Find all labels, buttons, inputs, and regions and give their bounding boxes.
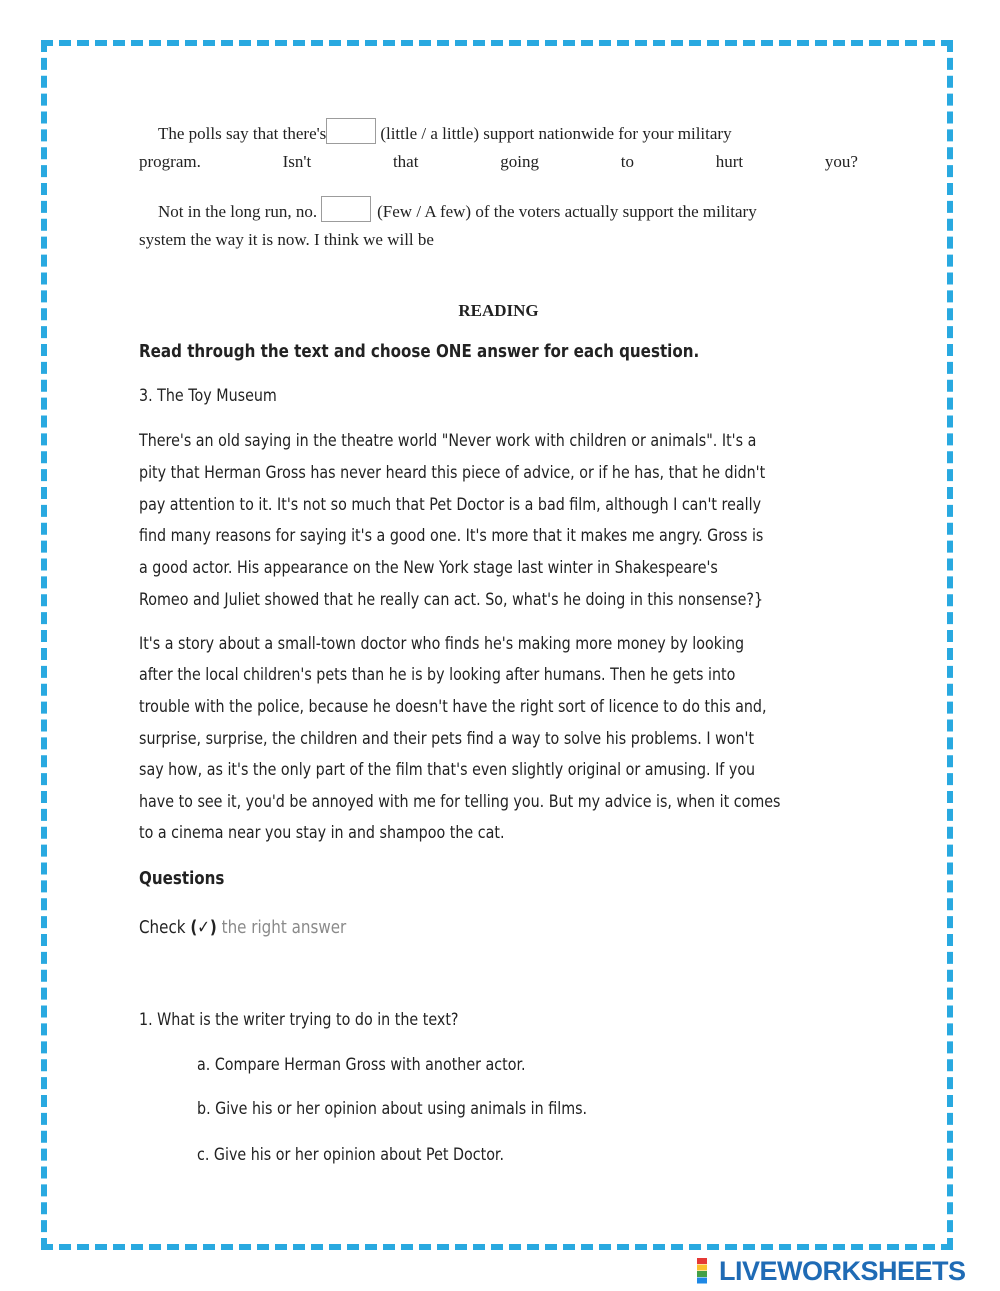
check-rest: the right answer — [221, 917, 347, 938]
check-instruction — [139, 917, 346, 938]
blank-input-2[interactable] — [321, 196, 371, 222]
questions-heading: Questions — [139, 868, 225, 889]
blank-input-1[interactable] — [326, 118, 376, 144]
paragraph-1-line: Romeo and Juliet showed that he really can act. So, what's he doing in this nonsense?} — [139, 590, 764, 610]
paragraph-2-line: It's a story about a small-town doctor who finds he's making more money by looking — [139, 634, 745, 654]
paragraph-1-line: pay attention to it. It's not so much that Pet Doctor is a bad film, although I can't really — [139, 495, 762, 515]
paragraph-2-line: to a cinema near you stay in and shampoo the cat. — [139, 823, 505, 843]
option-a[interactable]: a. Compare Herman Gross with another actor. — [197, 1055, 526, 1075]
paragraph-1-line: There's an old saying in the theatre world "Never work with children or animals". It's a — [139, 431, 757, 451]
word: to — [620, 152, 634, 171]
check-label: Check — [139, 917, 186, 938]
logo-text: LIVEWORKSHEETS — [719, 1255, 966, 1286]
reading-heading: READING — [458, 301, 539, 320]
fill-sentence-2 — [158, 196, 858, 222]
text-title: 3. The Toy Museum — [139, 386, 277, 406]
liveworksheets-logo — [697, 1255, 966, 1286]
sentence-2-line-2: system the way it is now. I think we will be — [139, 230, 434, 249]
sentence-2-options: (Few / A few) of the voters actually support the military — [377, 202, 757, 221]
checkmark-icon: (✓) — [190, 917, 217, 938]
word: hurt — [715, 152, 744, 171]
logo-badge-icon — [697, 1258, 719, 1284]
paragraph-2-line: trouble with the police, because he doesn't have the right sort of licence to do this and, — [139, 697, 767, 717]
paragraph-2-line: surprise, surprise, the children and their pets find a way to solve his problems. I won't — [139, 729, 755, 749]
paragraph-1-line: a good actor. His appearance on the New York stage last winter in Shakespeare's — [139, 558, 718, 578]
sentence-1-before: The polls say that there's — [158, 124, 327, 143]
sentence-1-line-2 — [139, 152, 858, 172]
paragraph-1-line: pity that Herman Gross has never heard this piece of advice, or if he has, that he didn't — [139, 463, 766, 483]
instruction: Read through the text and choose ONE answer for each question. — [139, 341, 700, 362]
question-1: 1. What is the writer trying to do in the text? — [139, 1010, 459, 1030]
option-c[interactable]: c. Give his or her opinion about Pet Doctor. — [197, 1145, 505, 1165]
word: Isn't — [282, 152, 312, 171]
paragraph-2-line: say how, as it's the only part of the film that's even slightly original or amusing. If you — [139, 760, 756, 780]
sentence-1-options: (little / a little) support nationwide for your military — [380, 124, 732, 143]
word: program. — [139, 152, 201, 171]
word: that — [392, 152, 419, 171]
word: you? — [824, 152, 858, 171]
fill-sentence-1 — [158, 118, 858, 144]
paragraph-2-line: have to see it, you'd be annoyed with me for telling you. But my advice is, when it comes — [139, 792, 781, 812]
word: going — [500, 152, 539, 171]
paragraph-2-line: after the local children's pets than he is by looking after humans. Then he gets into — [139, 665, 736, 685]
paragraph-1-line: find many reasons for saying it's a good one. It's more that it makes me angry. Gross is — [139, 526, 764, 546]
sentence-2-before: Not in the long run, no. — [158, 202, 318, 221]
option-b[interactable]: b. Give his or her opinion about using animals in films. — [197, 1099, 588, 1119]
